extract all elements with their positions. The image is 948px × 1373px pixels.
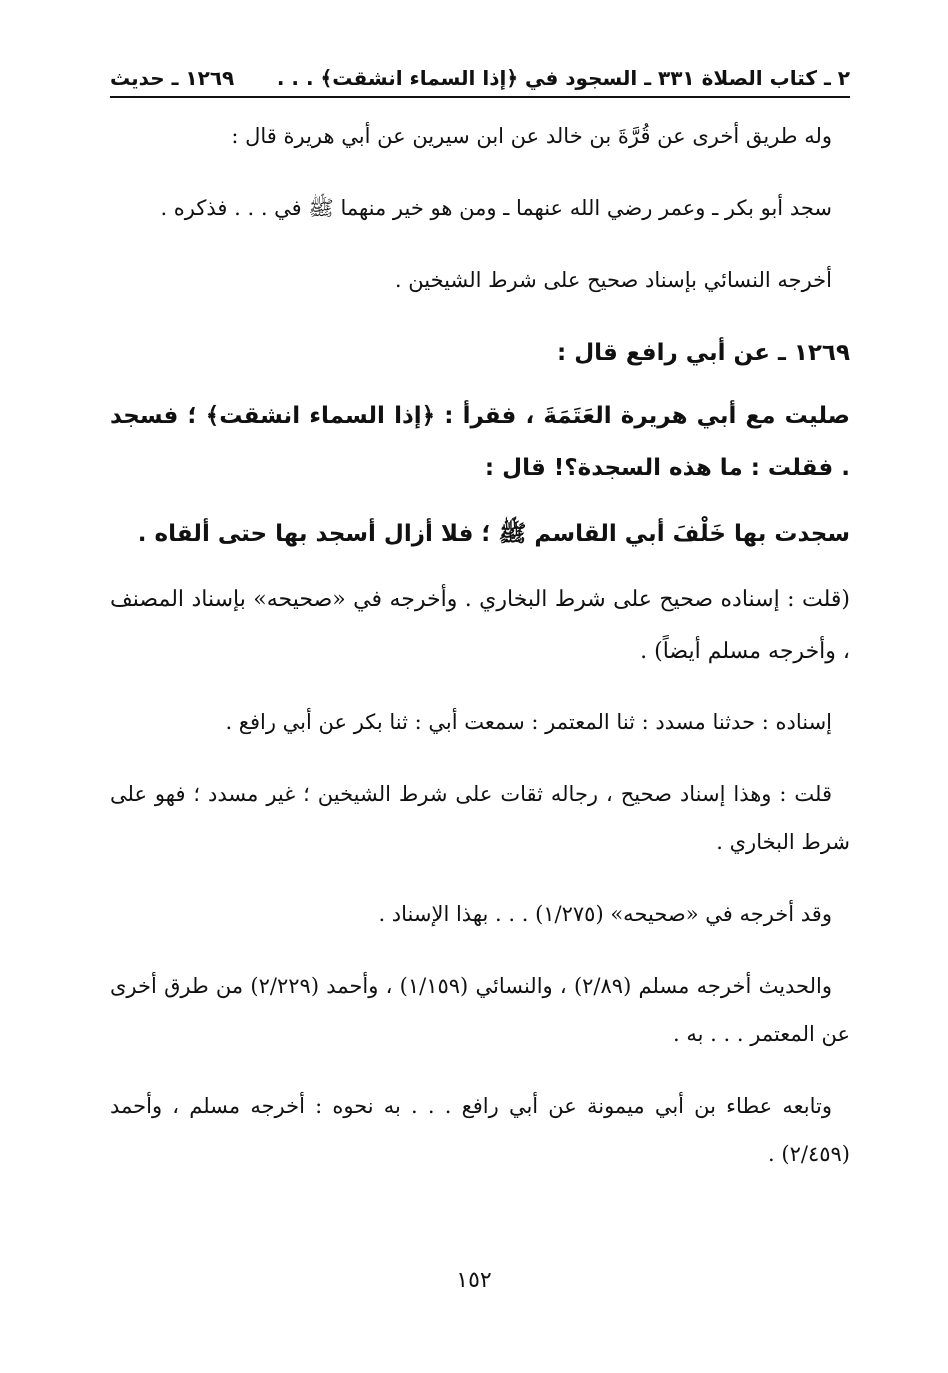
- paragraph-abu-bakr: سجد أبو بكر ـ وعمر رضي الله عنهما ـ ومن هو خير منهما ﷺ في . . . فذكره .: [160, 196, 832, 220]
- paragraph-isnad: إسناده : حدثنا مسدد : ثنا المعتمر : سمعت أبي : ثنا بكر عن أبي رافع .: [225, 710, 832, 734]
- header-chapter-title: ٢ ـ كتاب الصلاة ٣٣١ ـ السجود في ﴿إذا السماء انشقت﴾ . . .: [276, 66, 850, 90]
- paragraph-other-route: وله طريق أخرى عن قُرَّةَ بن خالد عن ابن سيرين عن أبي هريرة قال :: [231, 124, 832, 148]
- author-note: (قلت : إسناده صحيح على شرط البخاري . وأخرجه في «صحيحه» بإسناد المصنف ، وأخرجه مسلم أيضاً) .: [110, 587, 850, 664]
- paragraph-takhrij: والحديث أخرجه مسلم (٢/٨٩) ، والنسائي (١/١٥٩) ، وأحمد (٢/٢٢٩) من طرق أخرى عن المعتمر . . . به .: [110, 974, 850, 1046]
- book-page: [110, 58, 850, 1202]
- paragraph-grading: قلت : وهذا إسناد صحيح ، رجاله ثقات على شرط الشيخين ؛ غير مسدد ؛ فهو على شرط البخاري .: [110, 782, 850, 854]
- paragraph-nasai: أخرجه النسائي بإسناد صحيح على شرط الشيخين .: [394, 268, 832, 292]
- page-body: [110, 112, 850, 1178]
- running-header: [110, 58, 850, 98]
- paragraph-mutabaa: وتابعه عطاء بن أبي ميمونة عن أبي رافع . . . به نحوه : أخرجه مسلم ، وأحمد (٢/٤٥٩) .: [110, 1094, 850, 1166]
- hadith-text-2: سجدت بها خَلْفَ أبي القاسم ﷺ ؛ فلا أزال أسجد بها حتى ألقاه .: [137, 521, 850, 547]
- page-number: ١٥٢: [456, 1268, 492, 1293]
- header-hadith-number: ١٢٦٩ ـ حديث: [110, 66, 235, 90]
- paragraph-bukhari: وقد أخرجه في «صحيحه» (١/٢٧٥) . . . بهذا الإسناد .: [378, 902, 832, 926]
- hadith-heading: ١٢٦٩ ـ عن أبي رافع قال :: [556, 340, 850, 366]
- hadith-text-1: صليت مع أبي هريرة العَتَمَةَ ، فقرأ : ﴿إذا السماء انشقت﴾ ؛ فسجد . فقلت : ما هذه السجدة؟! قال :: [110, 403, 850, 481]
